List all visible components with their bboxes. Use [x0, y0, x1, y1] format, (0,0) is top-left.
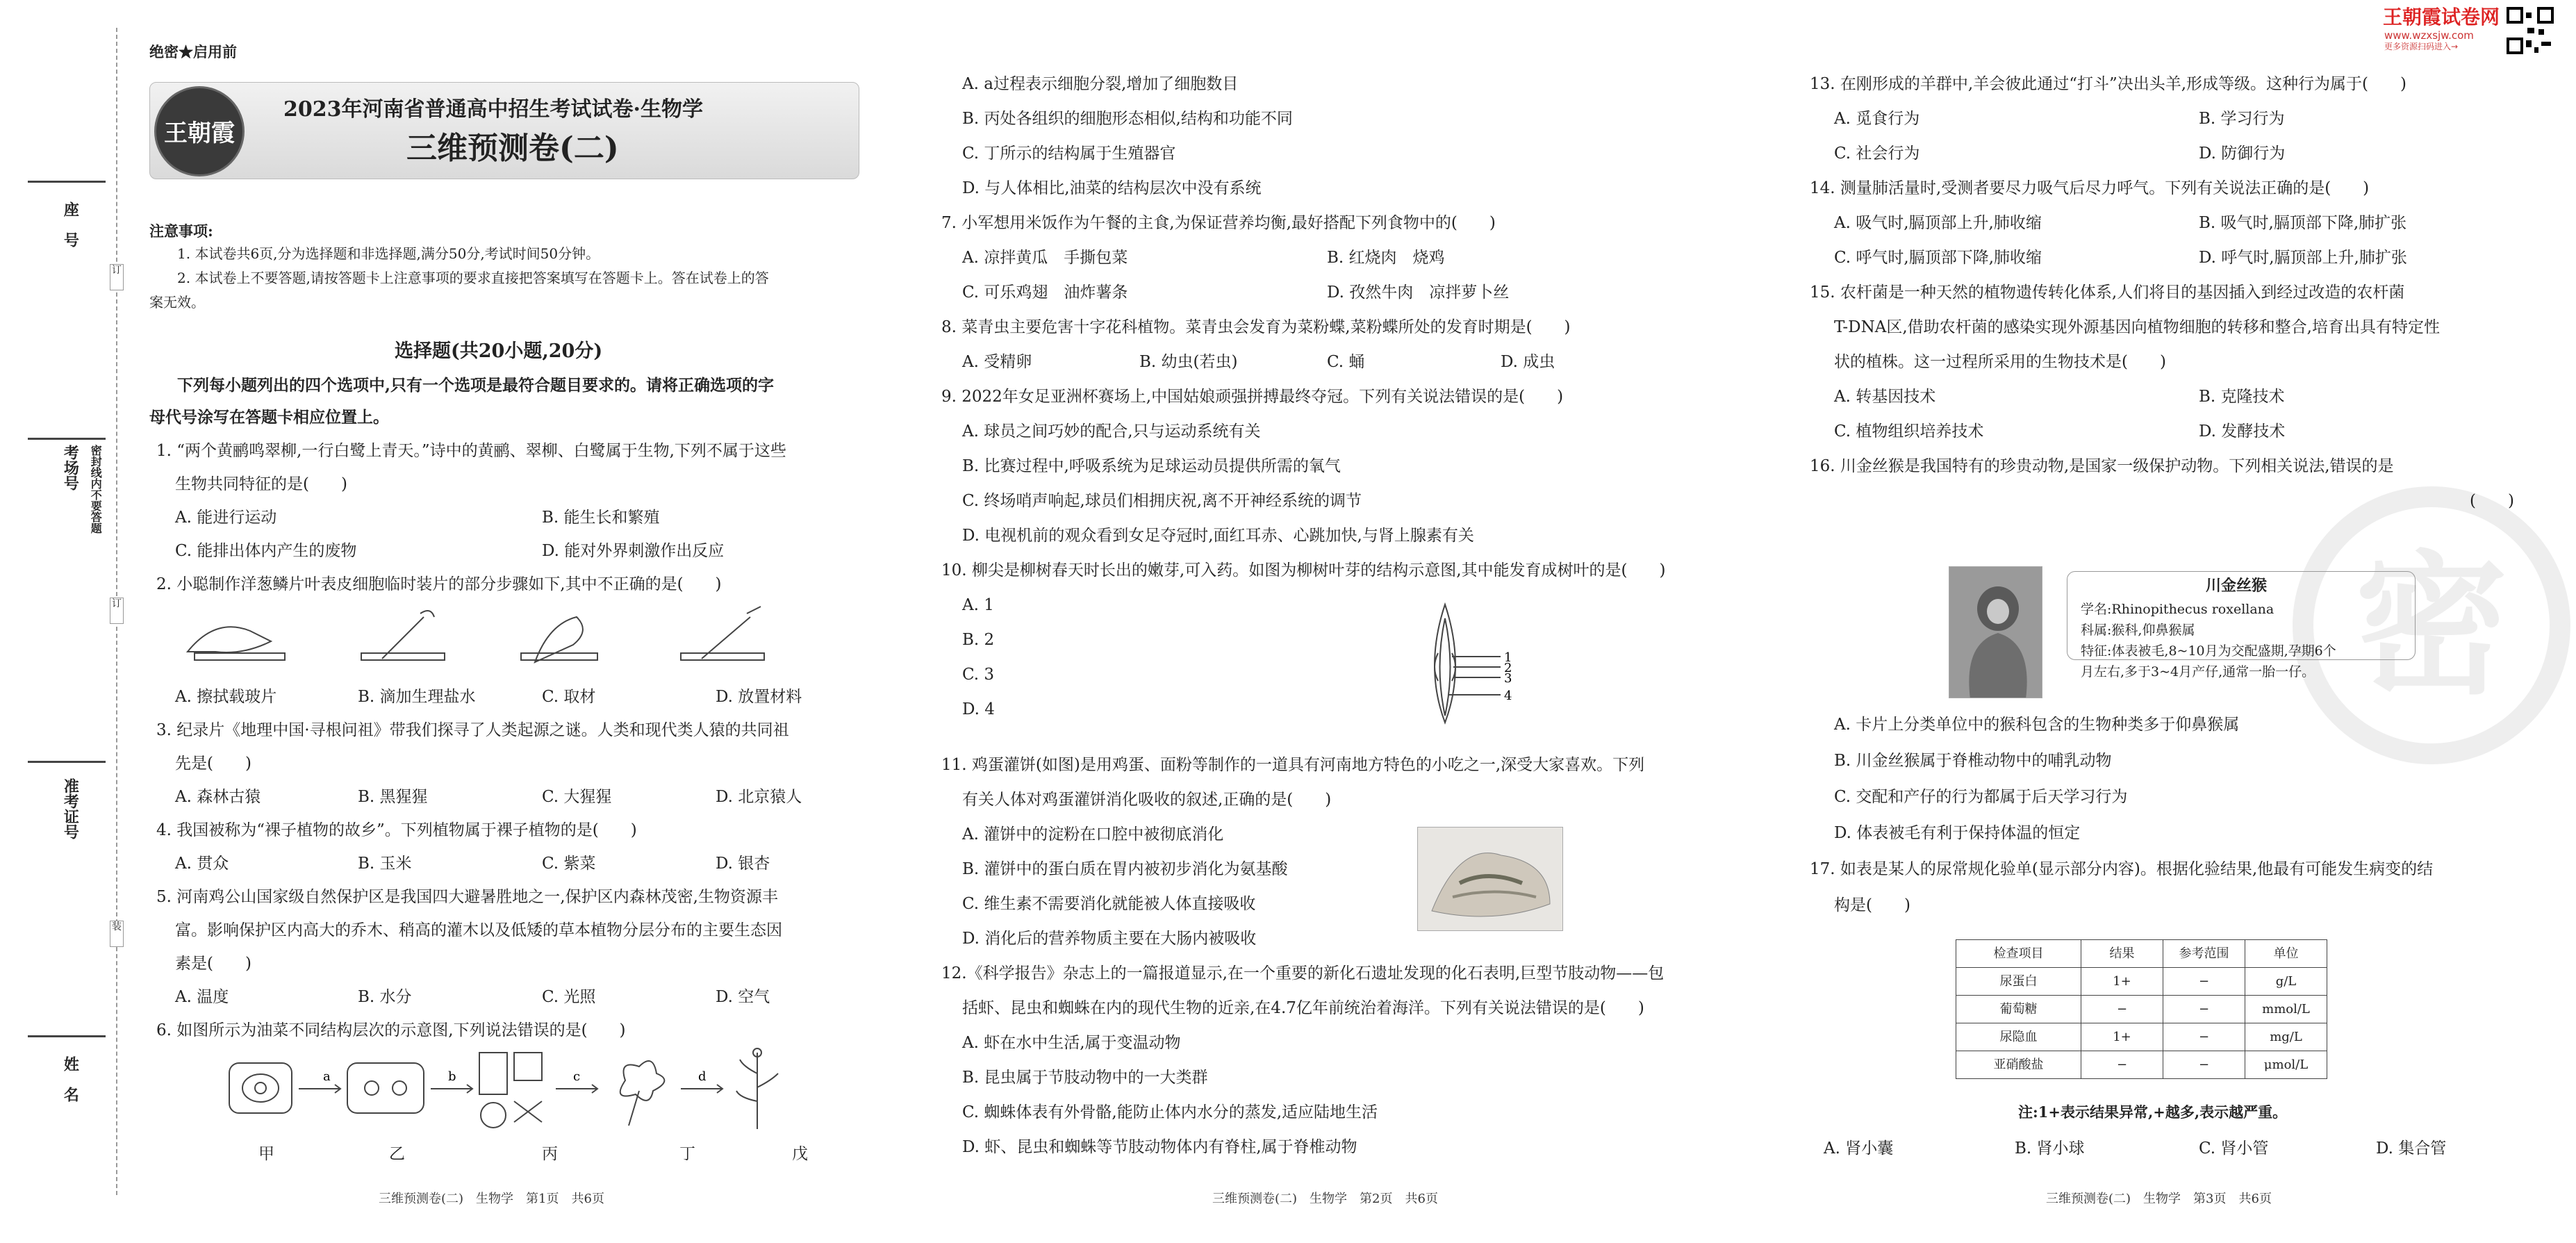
q1-option-a[interactable]: A. 能进行运动	[175, 509, 277, 527]
q1-option-b[interactable]: B. 能生长和繁殖	[542, 509, 660, 527]
q17-option-c[interactable]: C. 肾小管	[2199, 1139, 2269, 1158]
q7-option-b[interactable]: B. 红烧肉 烧鸡	[1327, 249, 1445, 267]
card-latin-name: 学名:Rhinopithecus roxellana	[2081, 602, 2274, 617]
table-cell: mg/L	[2245, 1023, 2327, 1051]
table-row	[1956, 968, 2327, 996]
watermark-stamp: 密	[2293, 486, 2570, 764]
logo-seal: 王朝霞	[154, 86, 245, 176]
question-7: 7. 小军想用米饭作为午餐的主食,为保证营养均衡,最好搭配下列食物中的( )	[941, 214, 1496, 232]
qr-code-icon[interactable]	[2507, 7, 2554, 54]
table-cell: μmol/L	[2245, 1051, 2327, 1079]
question-8: 8. 菜青虫主要危害十字花科植物。菜青虫会发育为菜粉蝶,菜粉蝶所处的发育时期是( )	[941, 318, 1571, 336]
label-name: 姓 名	[61, 1056, 80, 1102]
q6-label-wu: 戊	[792, 1145, 808, 1163]
question-12: 12.《科学报告》杂志上的一篇报道显示,在一个重要的新化石遗址发现的化石表明,巨型节肢动物——包	[941, 964, 1665, 982]
table-cell: 葡萄糖	[1956, 996, 2081, 1023]
question-15-cont: T-DNA区,借助农杆菌的感染实现外源基因向植物细胞的转移和整合,培育出具有特定性	[1834, 318, 2440, 336]
secret-label: 绝密★启用前	[149, 43, 237, 60]
arrow-label-b: b	[448, 1069, 456, 1084]
question-15-cont: 状的植株。这一过程所采用的生物技术是( )	[1834, 353, 2166, 371]
table-cell: −	[2163, 968, 2245, 996]
page-footer-3: 三维预测卷(二) 生物学 第3页 共6页	[2046, 1192, 2272, 1206]
question-16-cont: ( )	[2470, 492, 2514, 510]
q16-option-c[interactable]: C. 交配和产仔的行为都属于后天学习行为	[1834, 788, 2128, 806]
q2-option-c[interactable]: C. 取材	[542, 688, 596, 706]
q10-option-b[interactable]: B. 2	[962, 631, 995, 649]
q4-option-a[interactable]: A. 贯众	[175, 855, 229, 873]
q16-option-a[interactable]: A. 卡片上分类单位中的猴科包含的生物种类多于仰鼻猴属	[1834, 716, 2240, 734]
q2-option-d[interactable]: D. 放置材料	[716, 688, 802, 706]
question-1-cont: 生物共同特征的是( )	[175, 475, 347, 493]
q7-option-c[interactable]: C. 可乐鸡翅 油炸薯条	[962, 283, 1128, 302]
q6-label-jia: 甲	[258, 1145, 274, 1163]
urine-test-table	[1956, 939, 2327, 1079]
q4-option-d[interactable]: D. 银杏	[716, 855, 770, 873]
q2-option-b[interactable]: B. 滴加生理盐水	[358, 688, 476, 706]
label-admission: 准考证号	[61, 778, 80, 839]
question-4: 4. 我国被称为“裸子植物的故乡”。下列植物属于裸子植物的是( )	[156, 821, 637, 839]
q5-option-c[interactable]: C. 光照	[542, 988, 596, 1006]
q1-option-c[interactable]: C. 能排出体内产生的废物	[175, 542, 357, 560]
brand-name[interactable]: 王朝霞试卷网	[2383, 6, 2500, 28]
brand-url[interactable]: www.wzxsjw.com	[2384, 29, 2474, 42]
q5-option-d[interactable]: D. 空气	[716, 988, 770, 1006]
table-note: 注:1+表示结果异常,+越多,表示越严重。	[2018, 1103, 2288, 1121]
card-features: 特征:体表被毛,8~10月为交配盛期,孕期6个	[2081, 643, 2336, 659]
q17-option-a[interactable]: A. 肾小囊	[1824, 1139, 1894, 1158]
q11-option-a[interactable]: A. 灌饼中的淀粉在口腔中被彻底消化	[962, 825, 1224, 843]
table-cell: g/L	[2245, 968, 2327, 996]
q10-option-c[interactable]: C. 3	[962, 666, 995, 684]
card-features-cont: 月左右,多于3~4月产仔,通常一胎一仔。	[2081, 664, 2315, 680]
q12-option-a[interactable]: A. 虾在水中生活,属于变温动物	[962, 1034, 1181, 1052]
q13-option-c[interactable]: C. 社会行为	[1834, 145, 1920, 163]
table-row	[1956, 1023, 2327, 1051]
q6-label-ding: 丁	[679, 1145, 695, 1163]
q6-option-c[interactable]: C. 丁所示的结构属于生殖器官	[962, 145, 1176, 163]
table-header: 结果	[2081, 940, 2163, 968]
notice-item-1: 1. 本试卷共6页,分为选择题和非选择题,满分50分,考试时间50分钟。	[177, 245, 600, 262]
table-header: 单位	[2245, 940, 2327, 968]
q13-option-d[interactable]: D. 防御行为	[2199, 145, 2286, 163]
table-header-row	[1956, 940, 2327, 968]
q8-option-c[interactable]: C. 蛹	[1327, 353, 1365, 371]
table-cell: −	[2081, 996, 2163, 1023]
q8-option-a[interactable]: A. 受精卵	[962, 353, 1032, 371]
q9-option-d[interactable]: D. 电视机前的观众看到女足夺冠时,面红耳赤、心跳加快,与肾上腺素有关	[962, 527, 1474, 545]
label-seat: 座 号	[61, 201, 80, 247]
q4-option-b[interactable]: B. 玉米	[358, 855, 412, 873]
q15-option-d[interactable]: D. 发酵技术	[2199, 422, 2286, 441]
question-15: 15. 农杆菌是一种天然的植物遗传转化体系,人们将目的基因插入到经过改造的农杆菌	[1810, 283, 2405, 302]
q11-option-b[interactable]: B. 灌饼中的蛋白质在胃内被初步消化为氨基酸	[962, 860, 1288, 878]
question-11-cont: 有关人体对鸡蛋灌饼消化吸收的叙述,正确的是( )	[962, 791, 1332, 809]
q14-option-d[interactable]: D. 呼气时,膈顶部上升,肺扩张	[2199, 249, 2407, 267]
question-13: 13. 在刚形成的羊群中,羊会彼此通过“打斗”决出头羊,形成等级。这种行为属于( )	[1810, 75, 2406, 93]
notice-item-2: 2. 本试卷上不要答题,请按答题卡上注意事项的要求直接把答案填写在答题卡上。答在试卷上的答	[177, 270, 769, 286]
question-9: 9. 2022年女足亚洲杯赛场上,中国姑娘顽强拼搏最终夺冠。下列有关说法错误的是( )	[941, 388, 1564, 406]
q17-option-b[interactable]: B. 肾小球	[2015, 1139, 2085, 1158]
q10-option-d[interactable]: D. 4	[962, 700, 995, 718]
arrow-label-c: c	[573, 1069, 581, 1084]
brand-tagline: 更多资源扫码进入→	[2384, 42, 2459, 51]
question-2: 2. 小聪制作洋葱鳞片叶表皮细胞临时装片的部分步骤如下,其中不正确的是( )	[156, 575, 722, 593]
q9-option-c[interactable]: C. 终场哨声响起,球员们相拥庆祝,离不开神经系统的调节	[962, 492, 1362, 510]
table-cell: 尿蛋白	[1956, 968, 2081, 996]
egg-pancake-photo	[1417, 827, 1563, 931]
q6-option-d[interactable]: D. 与人体相比,油菜的结构层次中没有系统	[962, 179, 1262, 197]
binding-mark: 订	[110, 264, 124, 290]
q13-option-b[interactable]: B. 学习行为	[2199, 110, 2285, 128]
q4-option-c[interactable]: C. 紫菜	[542, 855, 596, 873]
page-footer-2: 三维预测卷(二) 生物学 第2页 共6页	[1212, 1192, 1438, 1206]
question-3-cont: 先是( )	[175, 755, 251, 773]
bud-label-1: 1	[1504, 650, 1512, 665]
q6-option-b[interactable]: B. 丙处各组织的细胞形态相似,结构和功能不同	[962, 110, 1293, 128]
question-17-cont: 构是( )	[1834, 896, 1910, 914]
q6-label-bing: 丙	[542, 1145, 558, 1163]
binding-mark: 订	[110, 598, 124, 624]
notice-title: 注意事项:	[149, 222, 213, 240]
bud-label-2: 2	[1504, 661, 1512, 675]
q6-structure-diagram	[222, 1046, 834, 1136]
name-line	[28, 1035, 106, 1037]
admission-line	[28, 761, 106, 763]
q2-option-a[interactable]: A. 擦拭载玻片	[175, 688, 277, 706]
question-1: 1. “两个黄鹂鸣翠柳,一行白鹭上青天。”诗中的黄鹂、翠柳、白鹭属于生物,下列不属于这些	[156, 442, 786, 460]
page-footer-1: 三维预测卷(二) 生物学 第1页 共6页	[379, 1192, 604, 1206]
q6-label-yi: 乙	[389, 1145, 405, 1163]
sealing-note: 密封线内不要答题	[89, 445, 103, 534]
willow-bud-diagram	[1403, 598, 1528, 730]
q5-option-b[interactable]: B. 水分	[358, 988, 412, 1006]
question-10: 10. 柳尖是柳树春天时长出的嫩芽,可入药。如图为柳树叶芽的结构示意图,其中能发育成树叶的是( )	[941, 561, 1666, 579]
table-cell: mmol/L	[2245, 996, 2327, 1023]
question-16: 16. 川金丝猴是我国特有的珍贵动物,是国家一级保护动物。下列相关说法,错误的是	[1810, 457, 2394, 475]
table-cell: 1+	[2081, 1023, 2163, 1051]
q14-option-b[interactable]: B. 吸气时,膈顶部下降,肺扩张	[2199, 214, 2407, 232]
exam-subtitle: 三维预测卷(二)	[406, 131, 619, 166]
question-5: 5. 河南鸡公山国家级自然保护区是我国四大避暑胜地之一,保护区内森林茂密,生物资源丰	[156, 888, 778, 906]
q5-option-a[interactable]: A. 温度	[175, 988, 229, 1006]
q11-option-c[interactable]: C. 维生素不需要消化就能被人体直接吸收	[962, 895, 1256, 913]
question-12-cont: 括虾、昆虫和蜘蛛在内的现代生物的近亲,在4.7亿年前统治着海洋。下列有关说法错误的是( )	[962, 999, 1644, 1017]
section-instruction: 下列每小题列出的四个选项中,只有一个选项是最符合题目要求的。请将正确选项的字	[177, 376, 775, 395]
golden-monkey-photo	[1949, 566, 2042, 698]
q16-option-b[interactable]: B. 川金丝猴属于脊椎动物中的哺乳动物	[1834, 752, 2112, 770]
question-6: 6. 如图所示为油菜不同结构层次的示意图,下列说法错误的是( )	[156, 1021, 626, 1039]
arrow-label-d: d	[698, 1069, 707, 1084]
question-17: 17. 如表是某人的尿常规化验单(显示部分内容)。根据化验结果,他最有可能发生病变的结	[1810, 860, 2434, 878]
q9-option-a[interactable]: A. 球员之间巧妙的配合,只与运动系统有关	[962, 422, 1261, 441]
q14-option-c[interactable]: C. 呼气时,膈顶部下降,肺收缩	[1834, 249, 2042, 267]
q7-option-d[interactable]: D. 孜然牛肉 凉拌萝卜丝	[1327, 283, 1510, 302]
q12-option-b[interactable]: B. 昆虫属于节肢动物中的一大类群	[962, 1069, 1208, 1087]
question-5-cont: 素是( )	[175, 955, 251, 973]
q3-option-a[interactable]: A. 森林古猿	[175, 788, 261, 806]
bud-label-4: 4	[1504, 689, 1512, 703]
card-taxonomy: 科属:猴科,仰鼻猴属	[2081, 623, 2195, 638]
table-cell: −	[2163, 1023, 2245, 1051]
q3-option-d[interactable]: D. 北京猿人	[716, 788, 802, 806]
q9-option-b[interactable]: B. 比赛过程中,呼吸系统为足球运动员提供所需的氧气	[962, 457, 1341, 475]
q7-option-a[interactable]: A. 凉拌黄瓜 手撕包菜	[962, 249, 1128, 267]
q11-option-d[interactable]: D. 消化后的营养物质主要在大肠内被吸收	[962, 930, 1257, 948]
q6-option-a[interactable]: A. a过程表示细胞分裂,增加了细胞数目	[962, 75, 1239, 93]
q15-option-c[interactable]: C. 植物组织培养技术	[1834, 422, 1984, 441]
q15-option-b[interactable]: B. 克隆技术	[2199, 388, 2285, 406]
q16-option-d[interactable]: D. 体表被毛有利于保持体温的恒定	[1834, 824, 2081, 842]
q1-option-d[interactable]: D. 能对外界刺激作出反应	[542, 542, 725, 560]
table-row	[1956, 996, 2327, 1023]
q13-option-a[interactable]: A. 觅食行为	[1834, 110, 1920, 128]
table-header: 参考范围	[2163, 940, 2245, 968]
question-14: 14. 测量肺活量时,受测者要尽力吸气后尽力呼气。下列有关说法正确的是( )	[1810, 179, 2370, 197]
arrow-label-a: a	[323, 1069, 331, 1084]
binding-mark: 装	[110, 921, 124, 947]
table-cell: −	[2081, 1051, 2163, 1079]
q8-option-d[interactable]: D. 成虫	[1501, 353, 1555, 371]
q17-option-d[interactable]: D. 集合管	[2376, 1139, 2447, 1158]
question-3: 3. 纪录片《地理中国·寻根问祖》带我们探寻了人类起源之谜。人类和现代类人猿的共同祖	[156, 721, 789, 739]
q3-option-c[interactable]: C. 大猩猩	[542, 788, 612, 806]
question-5-cont: 富。影响保护区内高大的乔木、稍高的灌木以及低矮的草本植物分层分布的主要生态因	[175, 921, 782, 939]
card-title: 川金丝猴	[2206, 577, 2268, 595]
table-cell: 尿隐血	[1956, 1023, 2081, 1051]
question-11: 11. 鸡蛋灌饼(如图)是用鸡蛋、面粉等制作的一道具有河南地方特色的小吃之一,深受大家喜欢。下列	[941, 756, 1645, 774]
label-exam-room: 考场号	[61, 445, 80, 491]
exam-room-line	[28, 438, 106, 440]
q12-option-d[interactable]: D. 虾、昆虫和蜘蛛等节肢动物体内有脊柱,属于脊椎动物	[962, 1138, 1357, 1156]
table-header: 检查项目	[1956, 940, 2081, 968]
q14-option-a[interactable]: A. 吸气时,膈顶部上升,肺收缩	[1834, 214, 2042, 232]
q3-option-b[interactable]: B. 黑猩猩	[358, 788, 428, 806]
table-cell: −	[2163, 1051, 2245, 1079]
notice-item-2-cont: 案无效。	[149, 294, 205, 311]
bud-label-3: 3	[1504, 671, 1512, 686]
q10-option-a[interactable]: A. 1	[962, 596, 994, 614]
exam-title: 2023年河南省普通高中招生考试试卷·生物学	[283, 97, 703, 122]
table-row	[1956, 1051, 2327, 1079]
q2-step-illustrations	[174, 603, 841, 673]
table-cell: 1+	[2081, 968, 2163, 996]
q15-option-a[interactable]: A. 转基因技术	[1834, 388, 1936, 406]
section-instruction-cont: 母代号涂写在答题卡相应位置上。	[149, 408, 389, 427]
seat-line	[28, 181, 106, 183]
q8-option-b[interactable]: B. 幼虫(若虫)	[1139, 353, 1238, 371]
table-cell: 亚硝酸盐	[1956, 1051, 2081, 1079]
table-cell: −	[2163, 996, 2245, 1023]
q12-option-c[interactable]: C. 蜘蛛体表有外骨骼,能防止体内水分的蒸发,适应陆地生活	[962, 1103, 1378, 1121]
section-title: 选择题(共20小题,20分)	[395, 340, 603, 362]
